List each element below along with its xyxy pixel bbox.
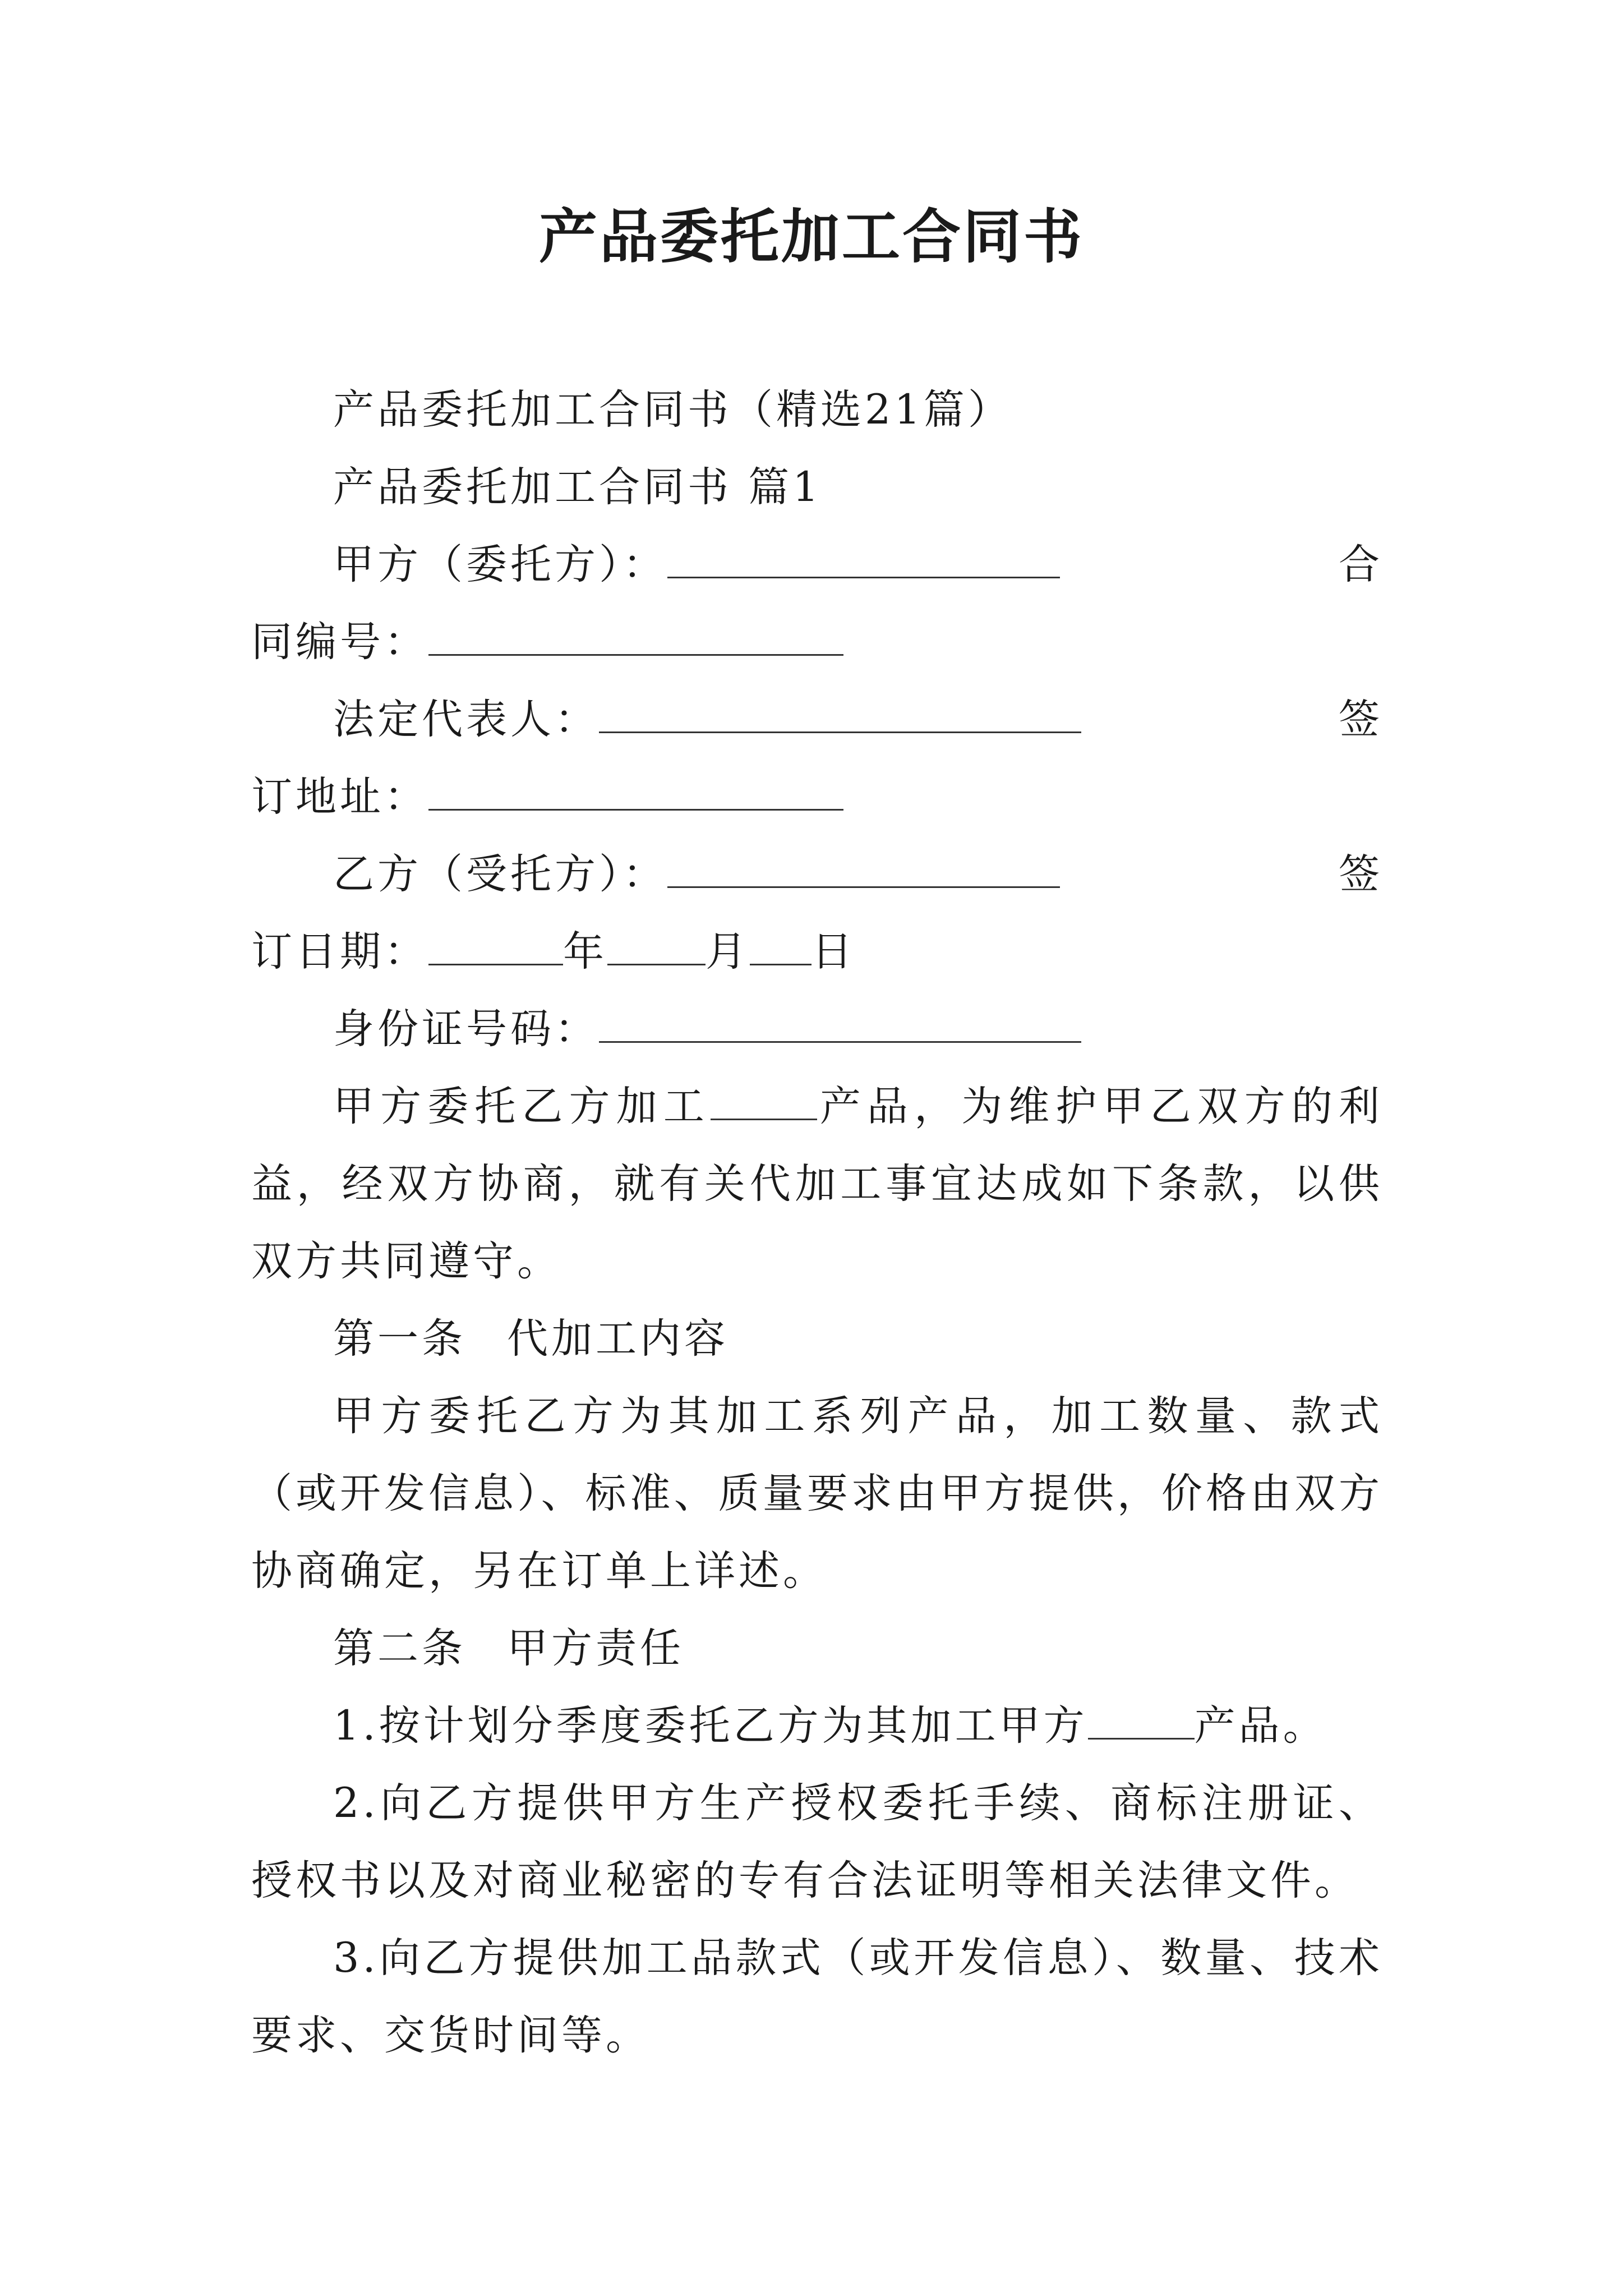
article-1-title: 代加工内容 (507, 1315, 728, 1363)
document-body (251, 371, 1383, 2074)
party-a-blank (667, 540, 1060, 578)
party-b-blank (667, 849, 1060, 888)
month-blank (607, 927, 706, 965)
contract-no-blank (428, 617, 843, 656)
sign-date-label: 订日期： (251, 928, 428, 976)
legal-rep-label: 法定代表人： (333, 696, 599, 743)
party-a-row (251, 526, 1383, 604)
id-blank (599, 1004, 1081, 1043)
day-blank (750, 927, 811, 965)
sign-place-row (251, 758, 1383, 836)
intro-paragraph (251, 1068, 1383, 1300)
id-label: 身份证号码： (333, 1005, 599, 1053)
legal-rep-row (251, 681, 1383, 758)
sign-date-row (251, 913, 1383, 991)
article-2-title: 甲方责任 (507, 1625, 684, 1672)
article-1-body: 甲方委托乙方为其加工系列产品，加工数量、款式（或开发信息）、标准、质量要求由甲方提供，价格由双方协商确定，另在订单上详述。 (251, 1392, 1383, 1595)
sign-place-blank (428, 772, 843, 811)
legal-rep-blank (599, 694, 1081, 733)
article-2-item-3: 3.向乙方提供加工品款式（或开发信息）、数量、技术要求、交货时间等。 (251, 1934, 1383, 2059)
document-title: 产品委托加工合同书 (538, 202, 1084, 271)
contract-no-label: 同编号： (251, 618, 428, 666)
id-row (251, 991, 1383, 1068)
article-2-item-2: 2.向乙方提供甲方生产授权委托手续、商标注册证、授权书以及对商业秘密的专有合法证明等相关法律文件。 (251, 1779, 1383, 1904)
contract-no-row (251, 604, 1383, 681)
article-2-item-1 (251, 1687, 1383, 1765)
intro-part-2: 产品，为维护甲乙双方的利益，经双方协商，就有关代加工事宜达成如下条款，以供双方共同遵守。 (251, 1083, 1384, 1285)
product-blank (711, 1082, 817, 1120)
party-b-label: 乙方（受托方）： (333, 850, 667, 898)
sign-date-char: 签 (1339, 850, 1383, 898)
party-a-label: 甲方（委托方）： (333, 541, 667, 588)
party-b-row (251, 836, 1383, 913)
contract-no-char: 合 (1339, 541, 1383, 588)
document-subtitle: 产品委托加工合同书（精选21篇） (333, 386, 1012, 434)
sign-place-char: 签 (1339, 696, 1383, 743)
year-label: 年 (563, 928, 607, 976)
article-1-number: 第一条 (333, 1315, 466, 1363)
month-label: 月 (706, 928, 750, 976)
intro-part-1: 甲方委托乙方加工 (333, 1083, 711, 1130)
article-2-number: 第二条 (333, 1625, 466, 1672)
section-title: 产品委托加工合同书 篇1 (333, 463, 822, 511)
article-2-heading (251, 1610, 1383, 1687)
item-1-part-b: 产品。 (1194, 1702, 1327, 1750)
article-1-heading (251, 1300, 1383, 1378)
item-1-part-a: 1.按计划分季度委托乙方为其加工甲方 (333, 1702, 1088, 1750)
day-label: 日 (811, 928, 856, 976)
item-1-blank (1088, 1701, 1195, 1740)
year-blank (428, 927, 563, 965)
sign-place-label: 订地址： (251, 773, 428, 821)
